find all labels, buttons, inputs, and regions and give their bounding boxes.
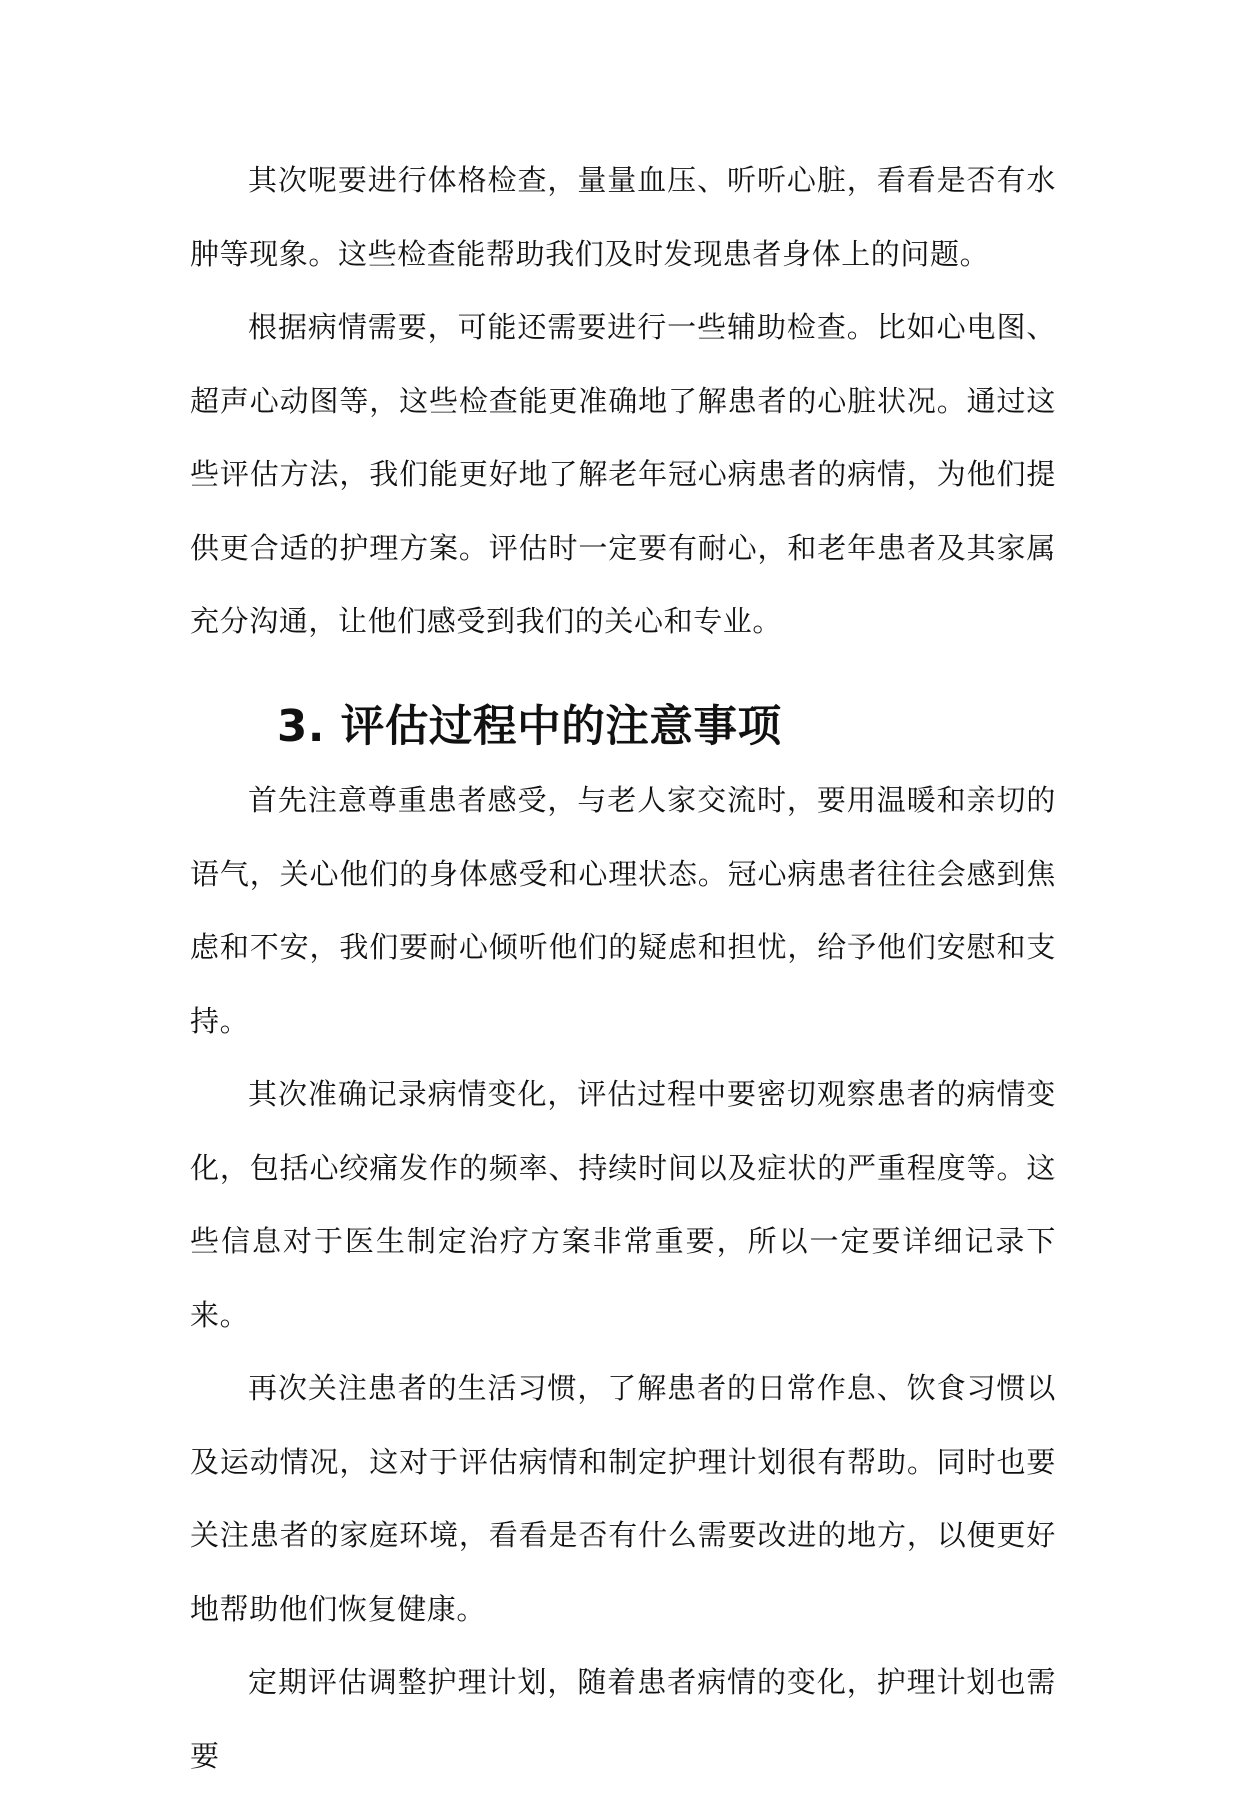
document-body [190,144,1056,1793]
section-heading: 3. 评估过程中的注意事项 [277,701,782,752]
paragraph-auxiliary-exam: 根据病情需要，可能还需要进行一些辅助检查。比如心电图、超声心动图等，这些检查能更准确地了解患者的心脏状况。通过这些评估方法，我们能更好地了解老年冠心病患者的病情，为他们提供更合适的护理方案。评估时一定要有耐心，和老年患者及其家属充分沟通，让他们感受到我们的关心和专业。 [190,310,1056,638]
paragraph-record-changes: 其次准确记录病情变化，评估过程中要密切观察患者的病情变化，包括心绞痛发作的频率、持续时间以及症状的严重程度等。这些信息对于医生制定治疗方案非常重要，所以一定要详细记录下来。 [190,1077,1056,1332]
paragraph-respect-feelings: 首先注意尊重患者感受，与老人家交流时，要用温暖和亲切的语气，关心他们的身体感受和心理状态。冠心病患者往往会感到焦虑和不安，我们要耐心倾听他们的疑虑和担忧，给予他们安慰和支持。 [190,783,1056,1038]
paragraph-physical-exam: 其次呢要进行体格检查，量量血压、听听心脏，看看是否有水肿等现象。这些检查能帮助我们及时发现患者身体上的问题。 [190,163,1056,271]
paragraph-regular-evaluation: 定期评估调整护理计划，随着患者病情的变化，护理计划也需要 [190,1665,1056,1773]
paragraph-living-habits: 再次关注患者的生活习惯，了解患者的日常作息、饮食习惯以及运动情况，这对于评估病情和制定护理计划很有帮助。同时也要关注患者的家庭环境，看看是否有什么需要改进的地方，以便更好地帮助他们恢复健康。 [190,1371,1056,1626]
